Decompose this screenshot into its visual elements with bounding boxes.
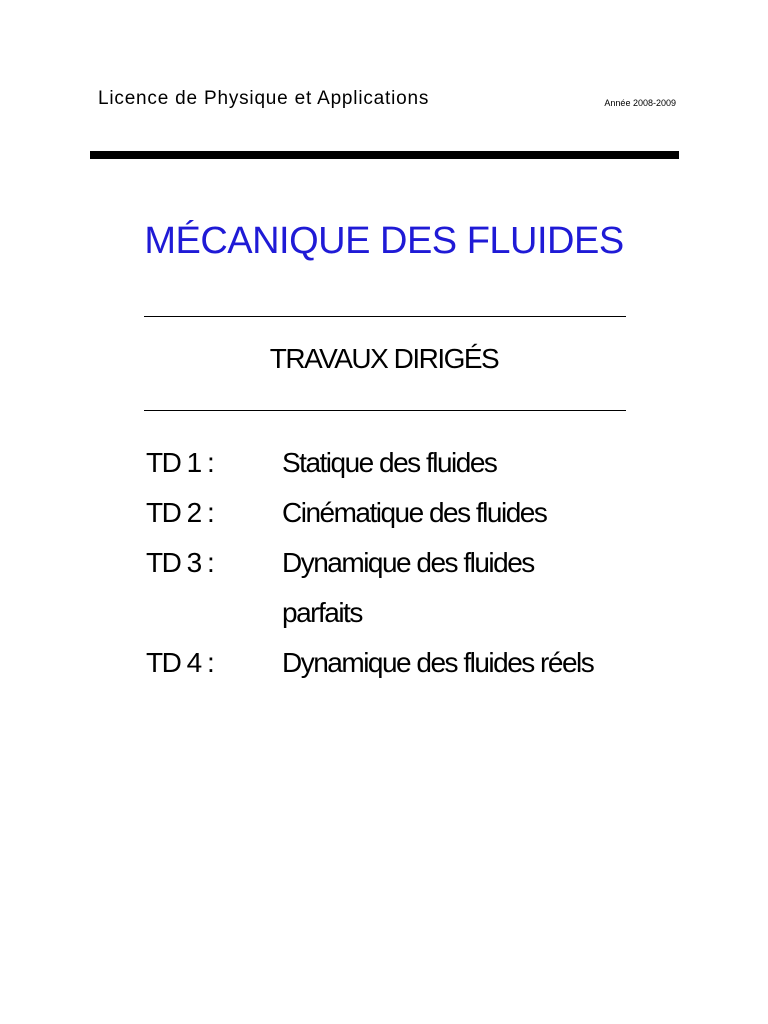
td-code: TD 2 : [146, 497, 214, 528]
td-code-spacer [146, 588, 282, 638]
td-item-4 [146, 638, 706, 688]
academic-year: Année 2008-2009 [604, 98, 676, 108]
td-item-3-continuation [146, 588, 706, 638]
td-title: Dynamique des fluides réels [282, 647, 594, 678]
td-item-2 [146, 488, 706, 538]
subtitle-rule-bottom [144, 410, 626, 411]
td-title: Cinématique des fluides [282, 497, 547, 528]
td-title: Statique des fluides [282, 447, 497, 478]
page-subtitle: TRAVAUX DIRIGÉS [269, 343, 499, 374]
td-item-1 [146, 438, 706, 488]
program-name: Licence de Physique et Applications [98, 88, 430, 109]
td-item-3 [146, 538, 706, 588]
td-title-continuation: parfaits [282, 597, 362, 628]
page-title: MÉCANIQUE DES FLUIDES [144, 220, 624, 262]
td-code: TD 1 : [146, 447, 214, 478]
td-code: TD 3 : [146, 547, 214, 578]
td-list [146, 438, 706, 688]
header-divider [90, 151, 679, 159]
subtitle-rule-top [144, 316, 626, 317]
td-code: TD 4 : [146, 647, 214, 678]
td-title: Dynamique des fluides [282, 547, 534, 578]
